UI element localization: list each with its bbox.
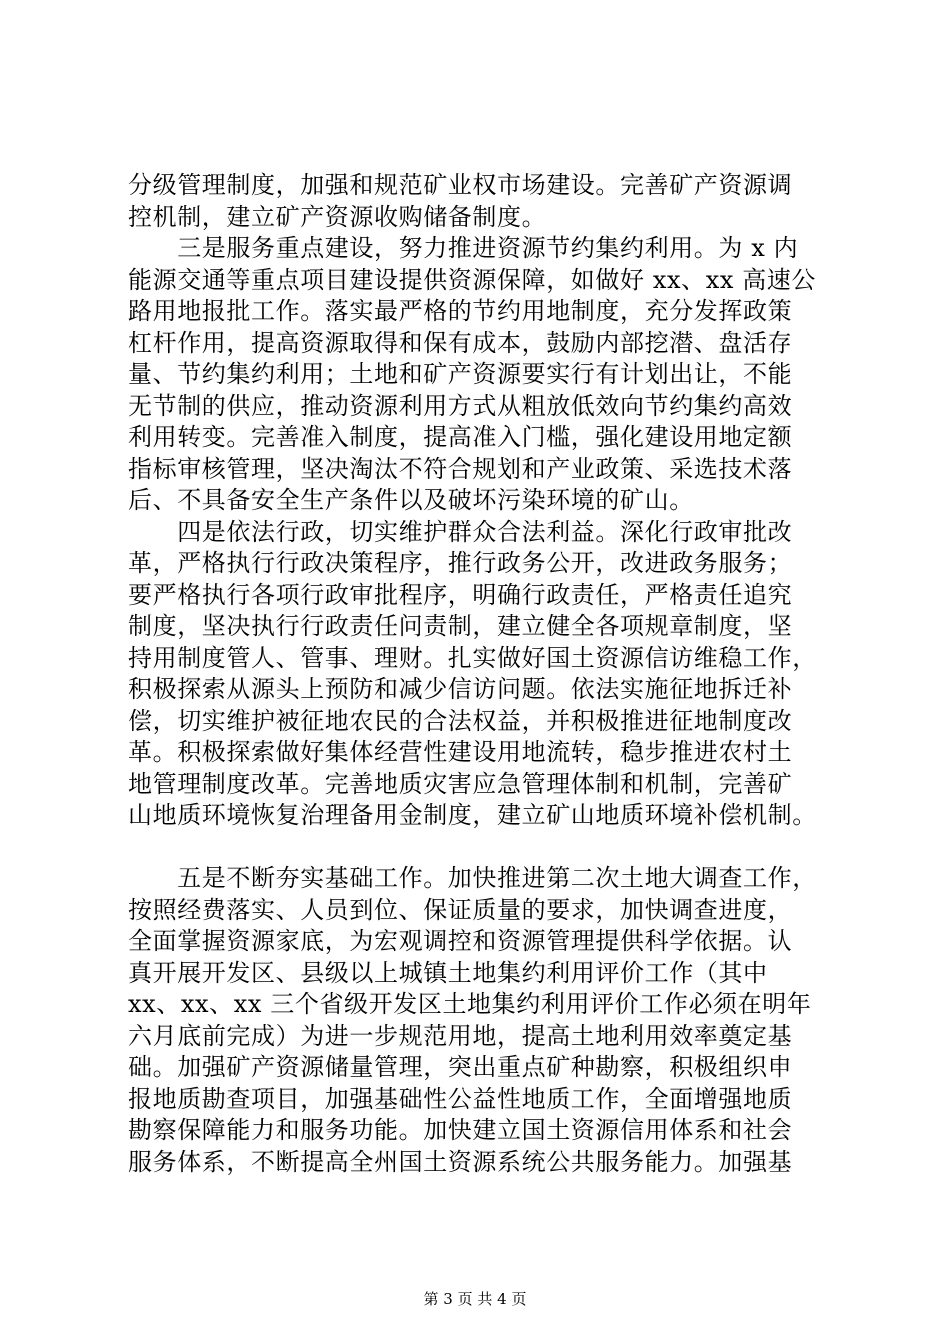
text-line: 础。加强矿产资源储量管理，突出重点矿种勘察，积极组织申 bbox=[128, 1053, 793, 1081]
text-line: 杠杆作用，提高资源取得和保有成本，鼓励内部挖潜、盘活存 bbox=[128, 328, 793, 357]
text-line: 地管理制度改革。完善地质灾害应急管理体制和机制，完善矿 bbox=[128, 769, 793, 798]
text-line: xx、xx、xx 三个省级开发区土地集约利用评价工作必须在明年 bbox=[128, 990, 812, 1018]
text-line: 制度，坚决执行行政责任问责制，建立健全各项规章制度，坚 bbox=[128, 612, 793, 640]
text-line: 革，严格执行行政决策程序，推行政务公开，改进政务服务； bbox=[128, 549, 793, 577]
text-line: 全面掌握资源家底，为宏观调控和资源管理提供科学依据。认 bbox=[128, 927, 793, 955]
text-line: 四是依法行政，切实维护群众合法利益。深化行政审批改 bbox=[128, 517, 793, 546]
text-line: 后、不具备安全生产条件以及破坏污染环境的矿山。 bbox=[128, 486, 694, 514]
text-line: 持用制度管人、管事、理财。扎实做好国土资源信访维稳工作， bbox=[128, 643, 817, 672]
text-line: 路用地报批工作。落实最严格的节约用地制度，充分发挥政策 bbox=[128, 297, 793, 325]
text-line: 勘察保障能力和服务功能。加快建立国土资源信用体系和社会 bbox=[128, 1116, 793, 1144]
text-line: 服务体系，不断提高全州国土资源系统公共服务能力。加强基 bbox=[128, 1147, 793, 1176]
text-line: 六月底前完成）为进一步规范用地，提高土地利用效率奠定基 bbox=[128, 1021, 793, 1050]
body-text bbox=[128, 170, 848, 1178]
text-line: 五是不断夯实基础工作。加快推进第二次土地大调查工作， bbox=[128, 864, 817, 892]
text-line: 山地质环境恢复治理备用金制度，建立矿山地质环境补偿机制。 bbox=[128, 801, 817, 829]
text-line: 革。积极探索做好集体经营性建设用地流转，稳步推进农村土 bbox=[128, 738, 793, 766]
text-line: 积极探索从源头上预防和减少信访问题。依法实施征地拆迁补 bbox=[128, 675, 793, 703]
text-line: 三是服务重点建设，努力推进资源节约集约利用。为 x 内 bbox=[128, 234, 799, 262]
text-line: 利用转变。完善准入制度，提高准入门槛，强化建设用地定额 bbox=[128, 423, 793, 451]
text-line: 要严格执行各项行政审批程序，明确行政责任，严格责任追究 bbox=[128, 580, 793, 609]
text-line: 控机制，建立矿产资源收购储备制度。 bbox=[128, 202, 547, 231]
text-line: 分级管理制度，加强和规范矿业权市场建设。完善矿产资源调 bbox=[128, 171, 793, 199]
text-line: 无节制的供应，推动资源利用方式从粗放低效向节约集约高效 bbox=[128, 391, 793, 420]
text-line: 指标审核管理，坚决淘汰不符合规划和产业政策、采选技术落 bbox=[128, 454, 793, 483]
text-line: 量、节约集约利用；土地和矿产资源要实行有计划出让，不能 bbox=[128, 360, 793, 388]
text-line: 报地质勘查项目，加强基础性公益性地质工作，全面增强地质 bbox=[128, 1084, 793, 1113]
text-line: 按照经费落实、人员到位、保证质量的要求，加快调查进度， bbox=[128, 895, 793, 924]
text-line: 偿，切实维护被征地农民的合法权益，并积极推进征地制度改 bbox=[128, 706, 793, 735]
paragraph-gap bbox=[128, 832, 848, 864]
text-line: 能源交通等重点项目建设提供资源保障，如做好 xx、xx 高速公 bbox=[128, 265, 816, 294]
text-line: 真开展开发区、县级以上城镇土地集约利用评价工作（其中 bbox=[128, 958, 768, 987]
page-number-footer: 第 3 页 共 4 页 bbox=[423, 1290, 527, 1308]
